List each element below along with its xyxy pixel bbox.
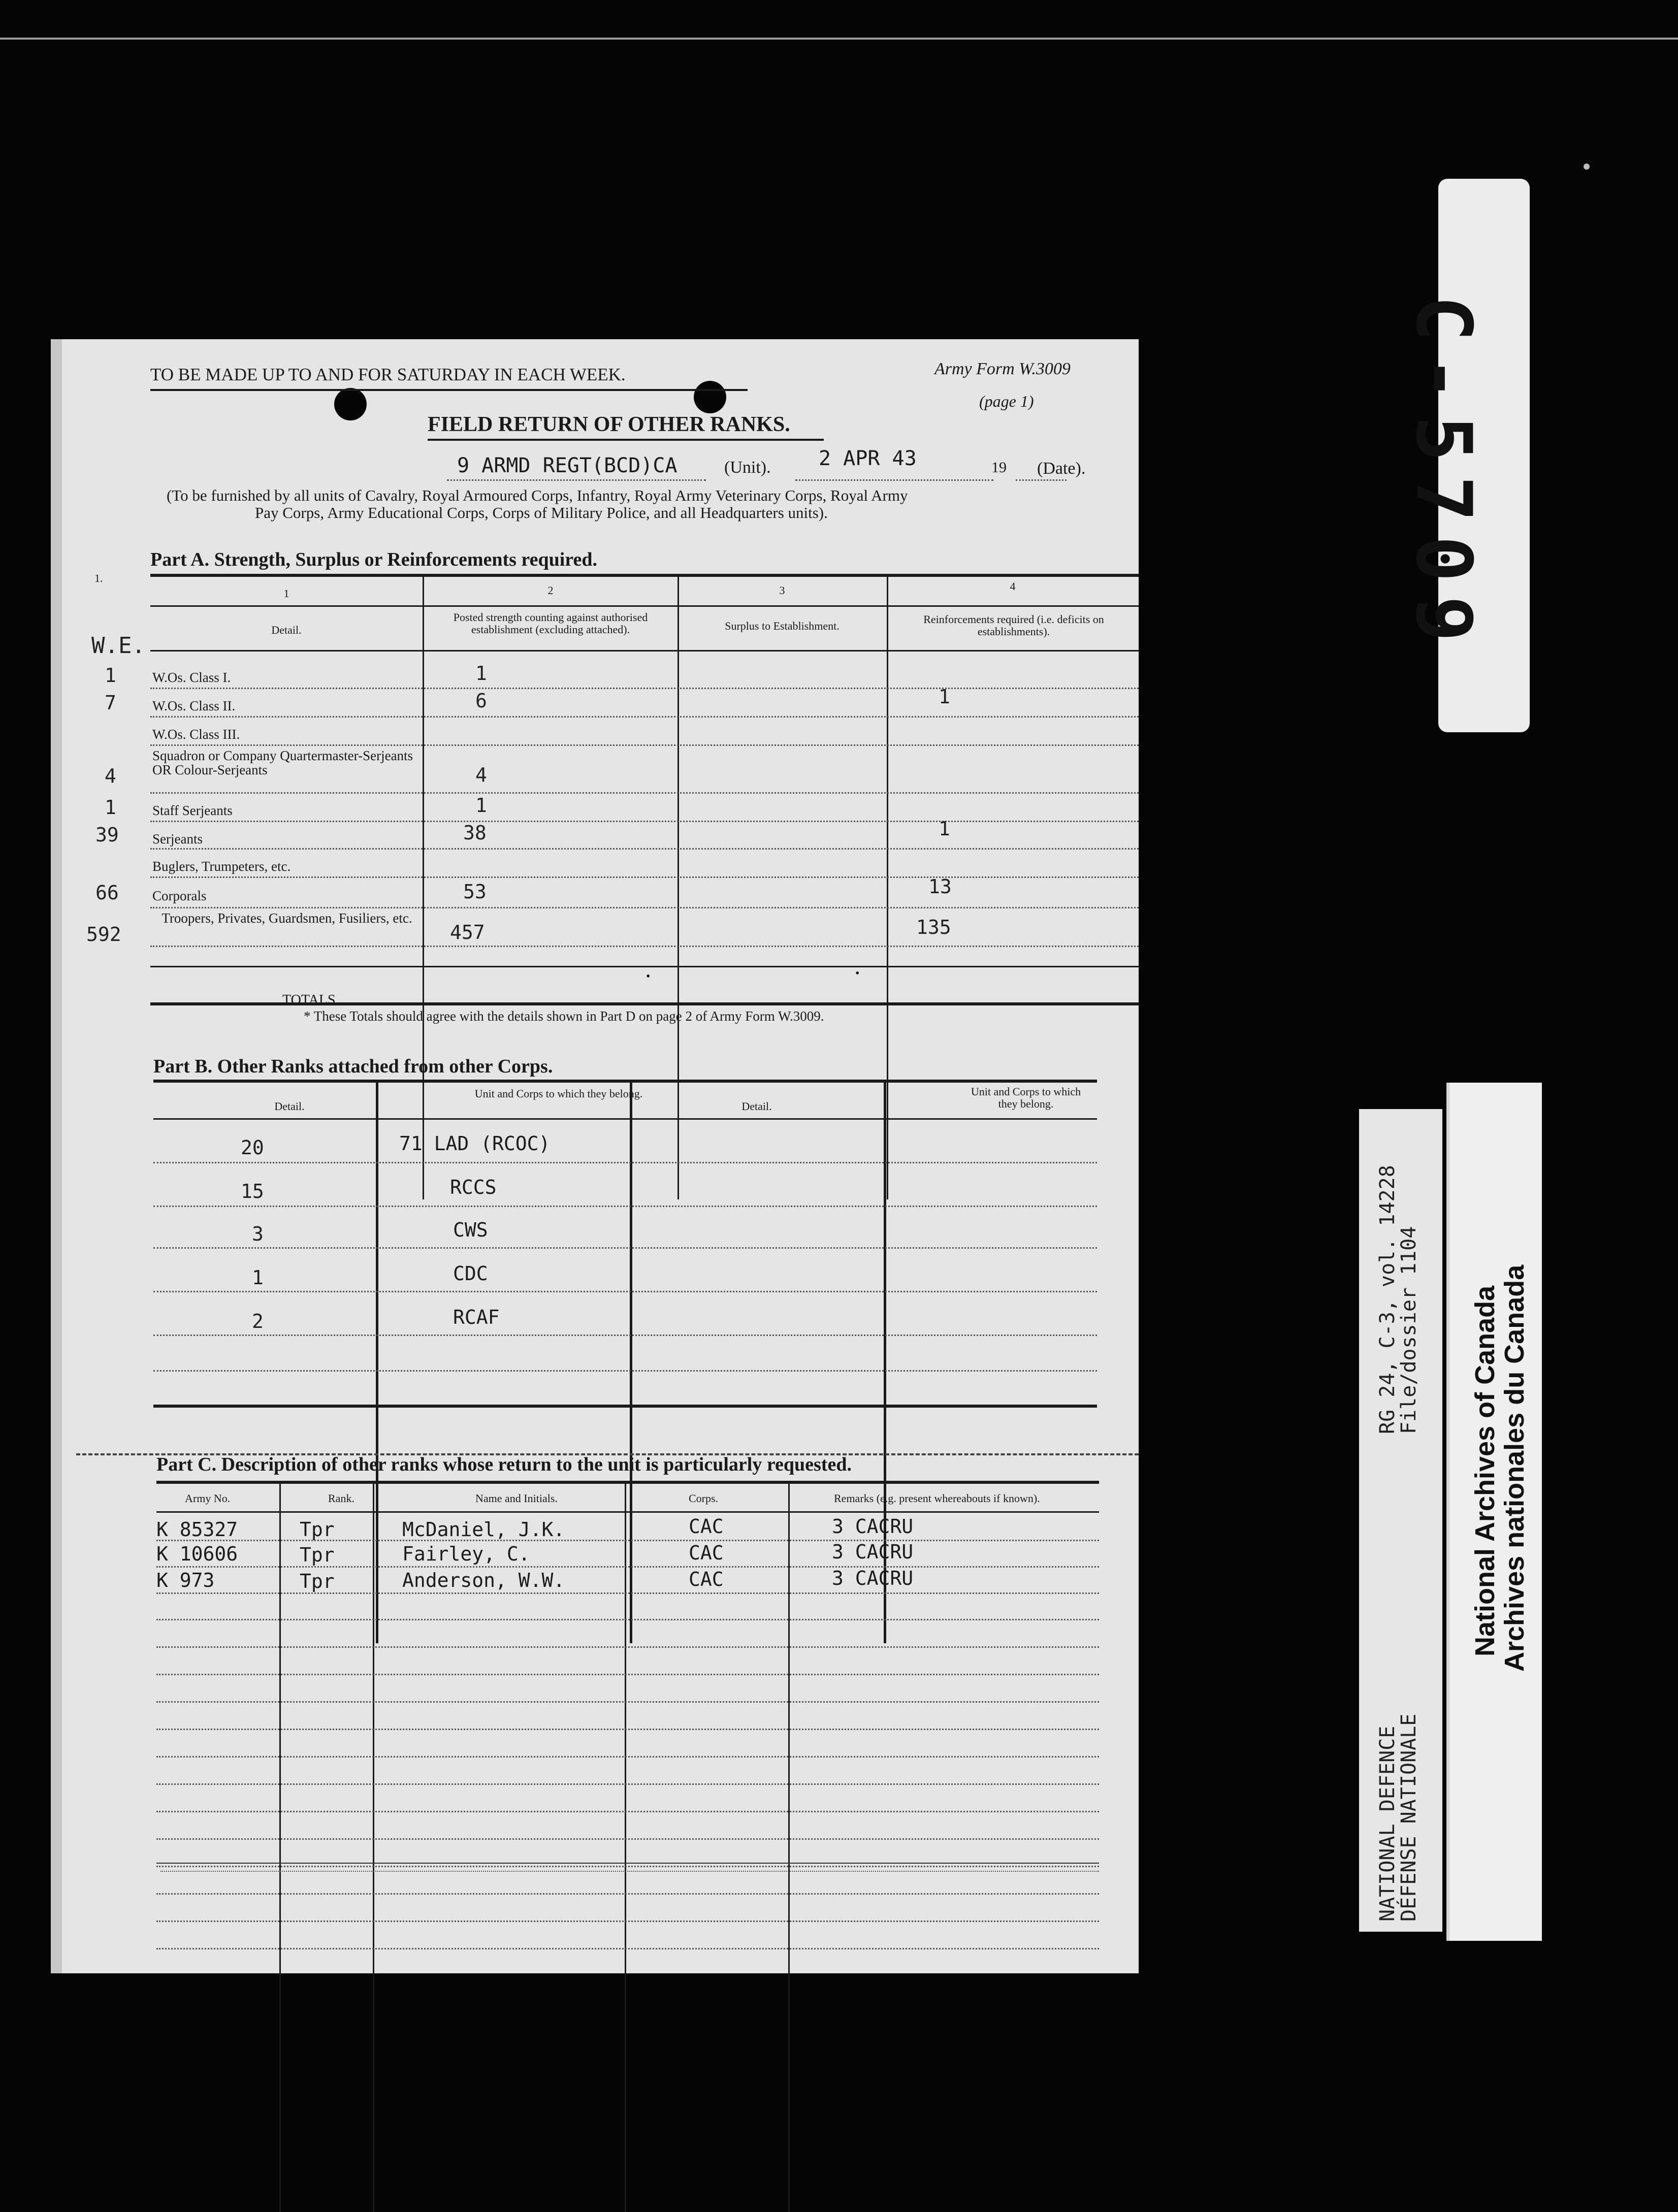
totals-rule [150, 966, 1139, 967]
reinforcements-value: 135 [916, 916, 951, 938]
department-name-fr: DÉFENSE NATIONALE [1397, 1713, 1421, 1922]
row-rule [150, 792, 1139, 794]
part-c-row-rule [156, 1838, 1099, 1840]
part-c-col-remarks: Remarks (e.g. present whereabouts if known). [834, 1492, 1040, 1505]
part-c-row-rule [156, 1701, 1099, 1703]
part-c-row-rule [156, 1866, 1099, 1867]
we-value: 7 [105, 692, 116, 714]
part-c-col-army-no: Army No. [185, 1492, 231, 1505]
part-c-col-corps: Corps. [689, 1492, 719, 1505]
part-b-row-rule [153, 1291, 1097, 1292]
col-number-4: 4 [1010, 580, 1016, 593]
date-label: (Date). [1037, 459, 1086, 478]
row-rule [150, 716, 1139, 718]
col-number-rule [150, 605, 1139, 607]
year-dotted-line [1016, 479, 1067, 481]
part-c-corps: CAC [689, 1568, 724, 1590]
form-number: Army Form W.3009 [934, 360, 1071, 378]
part-b-row-rule [153, 1335, 1097, 1336]
we-value: 1 [105, 796, 116, 819]
part-c-remarks: 3 CACRU [832, 1541, 914, 1563]
part-c-top-rule [156, 1481, 1099, 1484]
part-c-row-rule [156, 1811, 1099, 1812]
date-value: 2 APR 43 [819, 447, 917, 470]
asterisk-mark: • [646, 970, 651, 983]
part-c-rank: Tpr [300, 1570, 335, 1592]
row-rule [150, 744, 1139, 746]
instructions-line2: Pay Corps, Army Educational Corps, Corps of Military Police, and all Headquarters units). [255, 504, 828, 522]
instruction-top: TO BE MADE UP TO AND FOR SATURDAY IN EACH WEEK. [150, 365, 626, 384]
part-c-remarks: 3 CACRU [832, 1567, 914, 1589]
part-c-name: Anderson, W.W. [402, 1569, 565, 1591]
row-rule [150, 821, 1139, 822]
row-detail: Serjeants [152, 831, 203, 847]
part-c-col-name: Name and Initials. [475, 1492, 558, 1505]
we-value: 1 [105, 664, 116, 687]
reinforcements-value: 1 [939, 686, 950, 708]
part-c-row-rule [156, 1540, 1099, 1541]
we-label: W.E. [91, 633, 145, 659]
part-b-row-rule [153, 1370, 1097, 1372]
part-c-row-rule [156, 1948, 1099, 1949]
part-c-row-rule [156, 1756, 1099, 1758]
part-c-row-rule [156, 1619, 1099, 1620]
part-b-row-rule [153, 1206, 1097, 1207]
part-c-row-rule [160, 1871, 1099, 1872]
part-c-row-rule [156, 1674, 1099, 1675]
part-c-rank: Tpr [300, 1544, 335, 1566]
we-value: 592 [86, 923, 121, 946]
part-c-row-rule [156, 1921, 1099, 1922]
col-number-3: 3 [779, 584, 785, 597]
row-rule [150, 848, 1139, 850]
part-b-col-detail: Detail. [274, 1100, 305, 1113]
part-c-row-rule [156, 1783, 1099, 1785]
totals-label: TOTALS [282, 992, 336, 1008]
part-a-top-rule [150, 574, 1139, 577]
part-a-header-rule [150, 650, 1139, 652]
part-a-col-detail: Detail. [271, 624, 302, 636]
we-value: 39 [95, 824, 119, 846]
part-b-detail: 1 [252, 1266, 264, 1289]
we-value: 66 [95, 882, 119, 904]
part-c-heading: Part C. Description of other ranks whose return to the unit is particularly requested. [156, 1454, 852, 1475]
row-detail: Buglers, Trumpeters, etc. [152, 859, 291, 874]
archive-file-reference: File/dossier 1104 [1397, 1226, 1421, 1434]
year-prefix: 19 [991, 459, 1007, 476]
page-edge [51, 339, 62, 1973]
asterisk-mark: • [855, 967, 860, 980]
punch-hole [694, 381, 726, 413]
part-c-row-rule-solid [156, 1863, 1099, 1864]
part-c-row-rule [156, 1893, 1099, 1895]
part-c-army-no: K 85327 [156, 1518, 238, 1541]
part-b-col-detail-2: Detail. [741, 1100, 772, 1113]
row-detail: W.Os. Class III. [152, 727, 240, 742]
row-detail: W.Os. Class I. [152, 670, 231, 685]
posted-value: 457 [450, 921, 485, 944]
part-a-bottom-rule [150, 1002, 1139, 1005]
part-b-row-rule [153, 1247, 1097, 1249]
unit-value: 9 ARMD REGT(BCD)CA [457, 454, 677, 477]
row-rule [150, 907, 1139, 908]
part-a-col-surplus: Surplus to Establishment. [725, 620, 840, 632]
row-rule [150, 946, 1139, 947]
part-c-col-divider [373, 1481, 374, 2212]
part-b-bottom-rule [153, 1405, 1097, 1408]
part-c-rank: Tpr [300, 1518, 335, 1541]
margin-mark: 1. [94, 572, 103, 584]
part-b-top-rule [153, 1080, 1097, 1083]
part-b-heading: Part B. Other Ranks attached from other Corps. [153, 1056, 553, 1077]
title-underline [428, 439, 824, 441]
part-b-detail: 20 [241, 1136, 264, 1159]
part-c-col-rank: Rank. [328, 1492, 354, 1505]
part-a-col-divider [887, 574, 888, 1199]
posted-value: 1 [475, 662, 487, 685]
posted-value: 38 [463, 822, 487, 844]
archives-name-en: National Archives of Canada [1470, 1285, 1500, 1656]
date-dotted-line [795, 479, 993, 481]
part-a-col-reinforcements: Reinforcements required (i.e. deficits on establishments). [923, 613, 1104, 638]
part-c-corps: CAC [689, 1542, 724, 1564]
part-b-detail: 3 [252, 1223, 264, 1245]
posted-value: 53 [463, 881, 487, 903]
reinforcements-value: 13 [928, 875, 952, 898]
posted-value: 4 [475, 764, 487, 786]
part-c-name: McDaniel, J.K. [402, 1518, 565, 1541]
part-b-col-divider [376, 1080, 378, 1643]
field-return-form [51, 339, 1139, 1973]
part-b-unit: CWS [453, 1219, 488, 1241]
row-detail: Corporals [152, 888, 207, 903]
part-c-row-rule [156, 1646, 1099, 1648]
department-label [1359, 1109, 1442, 1932]
part-b-header-rule [153, 1118, 1097, 1120]
part-b-detail: 15 [241, 1180, 264, 1202]
part-c-col-divider [788, 1481, 790, 2212]
part-b-unit: 71 LAD (RCOC) [399, 1132, 551, 1155]
posted-value: 6 [475, 690, 487, 712]
reinforcements-value: 1 [939, 818, 950, 840]
part-a-heading: Part A. Strength, Surplus or Reinforcements required. [150, 549, 597, 570]
archives-name-fr: Archives nationales du Canada [1499, 1264, 1530, 1672]
unit-label: (Unit). [724, 458, 771, 477]
part-c-name: Fairley, C. [402, 1543, 530, 1565]
totals-note: * These Totals should agree with the details shown in Part D on page 2 of Army Form W.3009. [304, 1009, 824, 1024]
we-value: 4 [105, 765, 116, 787]
part-a-col-posted: Posted strength counting against authorised establishment (excluding attached). [453, 611, 648, 636]
dust-speck [1584, 164, 1590, 170]
form-title: FIELD RETURN OF OTHER RANKS. [428, 413, 790, 436]
page-label: (page 1) [979, 392, 1034, 410]
part-b-col-unit: Unit and Corps to which they belong. [474, 1087, 643, 1100]
instructions-line1: (To be furnished by all units of Cavalry, Royal Armoured Corps, Infantry, Royal Army Veterinary Corps, Royal Army [167, 486, 908, 504]
part-c-row-rule [156, 1592, 1099, 1594]
row-detail: Staff Serjeants [152, 803, 233, 818]
film-edge-line [0, 38, 1678, 40]
part-c-header-rule [156, 1511, 1099, 1513]
row-rule [150, 876, 1139, 878]
part-c-col-divider [625, 1481, 626, 2212]
row-detail: Squadron or Company Quartermaster-Serjeants OR Colour-Serjeants [152, 748, 413, 777]
reel-number-card [1399, 179, 1530, 732]
part-c-army-no: K 973 [156, 1569, 215, 1591]
part-c-col-divider [279, 1481, 281, 2212]
row-detail: Troopers, Privates, Guardsmen, Fusiliers, etc. [162, 910, 412, 926]
part-b-col-unit-2: Unit and Corps to which they belong. [971, 1085, 1081, 1110]
part-b-detail: 2 [252, 1310, 264, 1332]
part-c-corps: CAC [689, 1515, 724, 1538]
unit-dotted-line [447, 479, 706, 481]
part-c-row-rule [156, 1729, 1099, 1730]
part-b-col-divider [630, 1080, 632, 1643]
row-detail: W.Os. Class II. [152, 698, 236, 713]
part-b-unit: RCCS [450, 1176, 497, 1198]
part-c-row-rule [156, 1566, 1099, 1568]
row-rule [150, 688, 1139, 689]
part-c-army-no: K 10606 [156, 1543, 238, 1565]
archive-reference: RG 24, C-3, vol. 14228 [1376, 1165, 1399, 1434]
department-name-en: NATIONAL DEFENCE [1376, 1726, 1399, 1922]
instruction-underline [150, 389, 748, 391]
part-b-unit: CDC [453, 1262, 488, 1285]
reel-number: C-5709 [1399, 296, 1488, 656]
part-b-row-rule [153, 1162, 1097, 1163]
archives-label [1449, 1083, 1542, 1941]
punch-hole [334, 388, 367, 420]
posted-value: 1 [475, 794, 487, 817]
col-number-2: 2 [547, 584, 554, 597]
col-number-1: 1 [283, 587, 289, 600]
part-b-unit: RCAF [453, 1306, 500, 1328]
part-c-remarks: 3 CACRU [832, 1515, 914, 1538]
